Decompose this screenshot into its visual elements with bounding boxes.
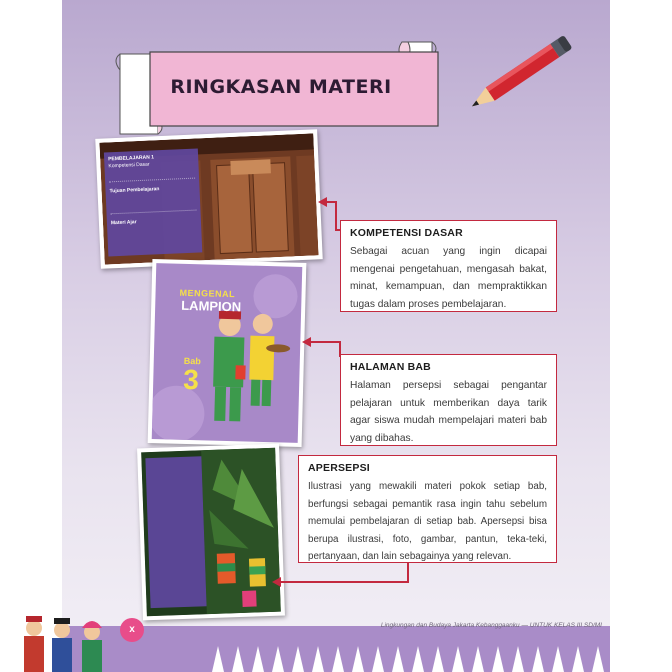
kompetensi-dasar-thumbnail (95, 129, 322, 269)
pencil-illustration (458, 28, 582, 120)
thumb1-heading: PEMBELAJARAN 1 (108, 154, 155, 163)
chapter-bab-number: 3 (182, 363, 200, 396)
thumb1-section2: Tujuan Pembelajaran (109, 186, 160, 195)
thumb1-text-panel (104, 148, 202, 256)
callout-halaman-bab-text: Halaman persepsi sebagai pengantar pelajaran untuk memberikan daya tarik agar siswa mudah mempelajari materi bab yang dibahas. (350, 380, 547, 444)
callout-apersepsi-text: Ilustrasi yang mewakili materi pokok setiap bab, berfungsi sebagai pemantik rasa ingin tahu sebelum memulai pembelajaran di setiap bab. Apersepsi bisa berupa ilustrasi, foto, gambar, pantun, teka-teki, pertanyaan, dan lain sebagainya yang relevan. (308, 481, 547, 563)
callout-halaman-bab (340, 354, 557, 446)
callout-kompetensi-text: Sebagai acuan yang ingin dicapai mengenai pengetahuan, mengasah bakat, minat, kemampuan, dan mempraktikkan tugas dalam proses pembelajaran. (350, 246, 547, 310)
thumb1-subheading: Kompetensi Dasar (108, 161, 150, 169)
page-title: RINGKASAN MATERI (170, 76, 392, 98)
callout-kompetensi-title: KOMPETENSI DASAR (350, 227, 463, 239)
halaman-bab-thumbnail (148, 259, 307, 447)
callout-apersepsi-title: APERSEPSI (308, 462, 370, 474)
page-number: x (120, 618, 144, 642)
cultural-figures-illustration (14, 608, 114, 672)
decorative-fringe (62, 632, 610, 672)
chapter-title-line2: LAMPION (181, 297, 242, 315)
callout-apersepsi (298, 455, 557, 563)
callout-halaman-bab-title: HALAMAN BAB (350, 361, 431, 373)
callout-kompetensi-dasar (340, 220, 557, 312)
chapter-title-line1: MENGENAL (179, 287, 236, 300)
footer-text: Lingkungan dan Budaya Jakarta Kebanggaanku — UNTUK KELAS III SD/MI (380, 622, 602, 629)
chapter-bab-label: Bab (183, 355, 201, 367)
thumb3-text-panel (145, 456, 206, 608)
apersepsi-thumbnail (137, 444, 285, 621)
thumb1-section3: Materi Ajar (110, 218, 137, 226)
